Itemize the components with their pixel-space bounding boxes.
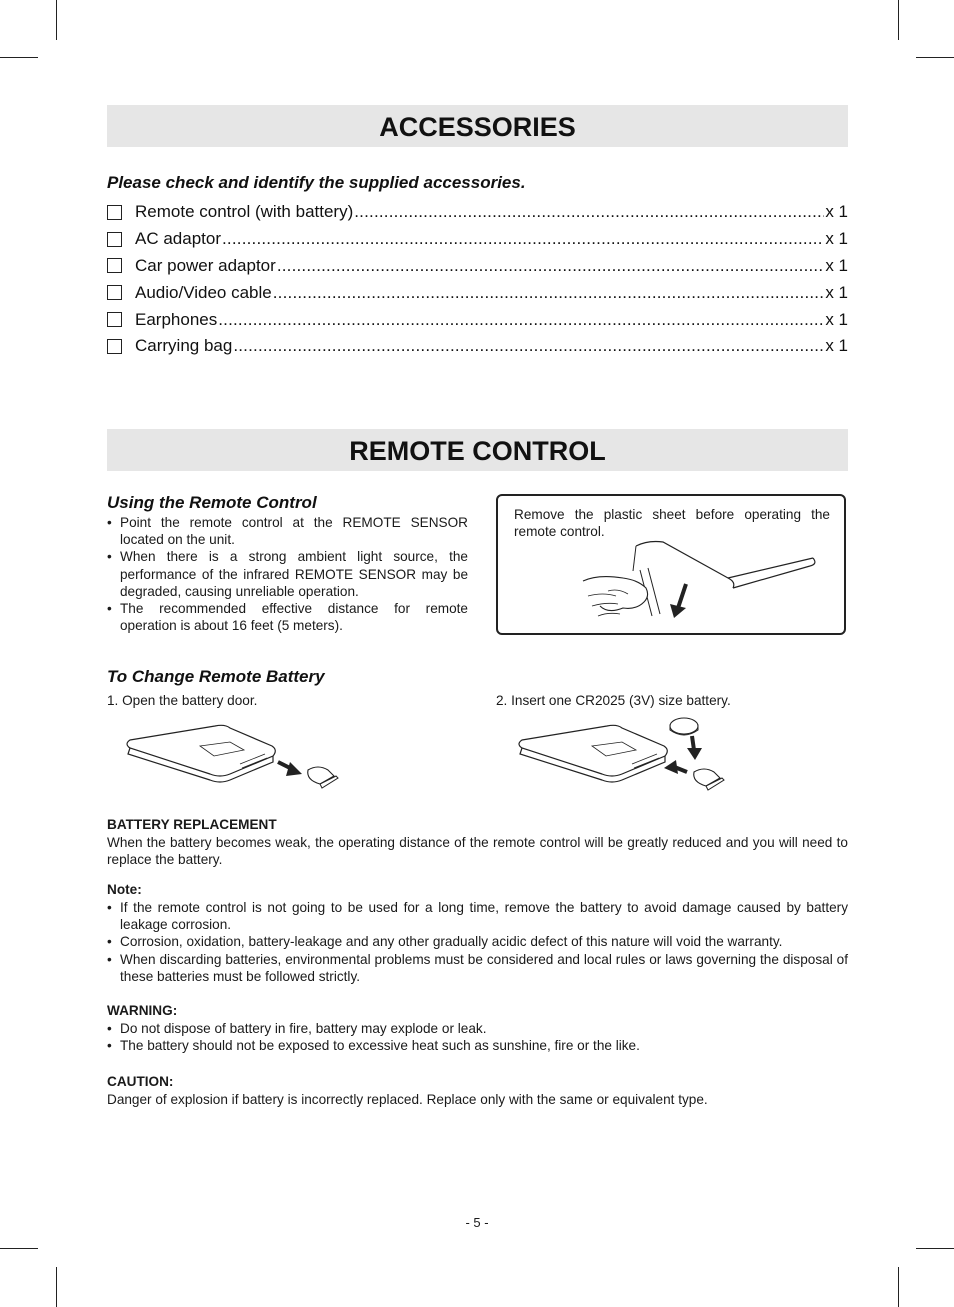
list-item: • The recommended effective distance for remote operation is about 16 feet (5 meters). (107, 600, 468, 634)
plastic-sheet-notice (496, 494, 846, 635)
change-battery-heading: To Change Remote Battery (107, 667, 325, 686)
crop-mark (56, 0, 57, 40)
note-heading: Note: (107, 882, 142, 897)
accessory-name: Car power adaptor (135, 255, 276, 275)
list-item: • Point the remote control at the REMOTE SENSOR located on the unit. (107, 514, 468, 548)
accessory-qty: x 1 (825, 282, 848, 302)
accessory-item (107, 199, 848, 226)
list-item: • Do not dispose of battery in fire, battery may explode or leak. (107, 1020, 848, 1037)
accessory-qty: x 1 (825, 255, 848, 275)
accessory-item (107, 253, 848, 280)
dot-leader (277, 256, 825, 276)
battery-step-2: 2. Insert one CR2025 (3V) size battery. (496, 693, 731, 708)
caution-heading: CAUTION: (107, 1074, 174, 1089)
accessory-item (107, 306, 848, 333)
accessory-name: Earphones (135, 309, 218, 329)
dot-leader (233, 336, 824, 356)
accessory-qty: x 1 (825, 202, 848, 222)
crop-mark (916, 1248, 954, 1249)
checkbox-icon (107, 232, 122, 247)
crop-mark (916, 57, 954, 58)
notice-text: Remove the plastic sheet before operating the remote control. (514, 507, 830, 539)
list-item: • When there is a strong ambient light source, the performance of the infrared REMOTE SENSOR may be degraded, causing unreliable operation. (107, 548, 468, 600)
list-item: • When discarding batteries, environmental problems must be considered and local rules or laws governing the disposal of these batteries must be followed strictly. (107, 951, 848, 985)
accessory-qty: x 1 (825, 229, 848, 249)
crop-mark (898, 0, 899, 40)
battery-replacement-heading: BATTERY REPLACEMENT (107, 817, 277, 832)
crop-mark (0, 1248, 38, 1249)
accessory-name: AC adaptor (135, 229, 221, 249)
checkbox-icon (107, 205, 122, 220)
remove-sheet-illustration (578, 536, 818, 631)
accessory-item (107, 333, 848, 360)
checkbox-icon (107, 285, 122, 300)
checkbox-icon (107, 312, 122, 327)
checkbox-icon (107, 258, 122, 273)
accessory-qty: x 1 (825, 336, 848, 356)
accessory-name: Carrying bag (135, 336, 233, 356)
caution-text: Danger of explosion if battery is incorrectly replaced. Replace only with the same or equivalent type. (107, 1092, 708, 1107)
using-remote-heading: Using the Remote Control (107, 493, 317, 512)
battery-replacement-text: When the battery becomes weak, the operating distance of the remote control will be greatly reduced and you will need to replace the battery. (107, 835, 848, 868)
list-item: • The battery should not be exposed to excessive heat such as sunshine, fire or the like. (107, 1037, 848, 1054)
crop-mark (898, 1267, 899, 1307)
dot-leader (273, 283, 825, 303)
dot-leader (222, 229, 824, 249)
accessory-list (107, 199, 848, 360)
warning-heading: WARNING: (107, 1003, 178, 1018)
accessory-qty: x 1 (825, 309, 848, 329)
using-remote-list (107, 514, 468, 634)
checkbox-icon (107, 339, 122, 354)
accessory-item (107, 279, 848, 306)
open-battery-door-illustration (120, 718, 350, 798)
accessories-subtitle: Please check and identify the supplied accessories. (107, 173, 526, 192)
insert-battery-illustration (512, 714, 742, 798)
battery-step-1: 1. Open the battery door. (107, 693, 258, 708)
remote-control-heading: REMOTE CONTROL (107, 429, 848, 471)
accessory-item (107, 226, 848, 253)
accessories-heading: ACCESSORIES (107, 105, 848, 147)
list-item: • Corrosion, oxidation, battery-leakage and any other gradually acidic defect of this nature will void the warranty. (107, 933, 848, 950)
crop-mark (56, 1267, 57, 1307)
list-item: • If the remote control is not going to be used for a long time, remove the battery to avoid damage caused by battery leakage corrosion. (107, 899, 848, 933)
accessory-name: Audio/Video cable (135, 282, 272, 302)
page-number: - 5 - (465, 1215, 489, 1230)
dot-leader (354, 202, 824, 222)
note-list (107, 899, 848, 985)
accessory-name: Remote control (with battery) (135, 202, 354, 222)
dot-leader (218, 310, 824, 330)
crop-mark (0, 57, 38, 58)
warning-list (107, 1020, 848, 1054)
